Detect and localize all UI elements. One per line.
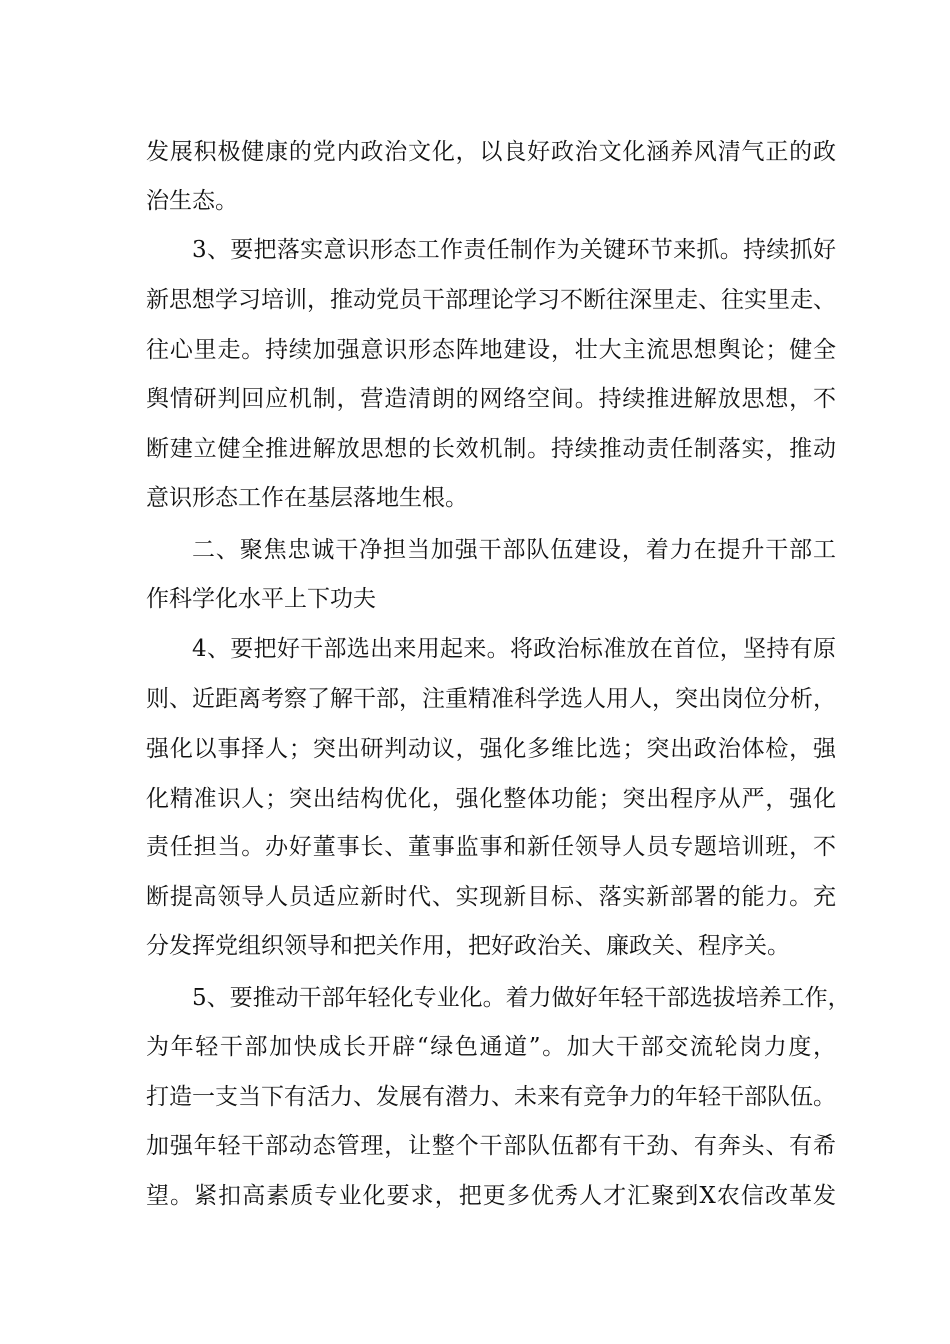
paragraph-line: 强化以事择人；突出研判动议，强化多维比选；突出政治体检，强 — [146, 736, 836, 762]
paragraph-line: 断建立健全推进解放思想的长效机制。持续推动责任制落实，推动 — [146, 436, 836, 462]
paragraph-line: 望。紧扣高素质专业化要求，把更多优秀人才汇聚到X农信改革发 — [146, 1183, 836, 1209]
paragraph-line: 分发挥党组织领导和把关作用，把好政治关、廉政关、程序关。 — [146, 933, 790, 959]
section-heading-line: 作科学化水平上下功夫 — [146, 586, 376, 612]
paragraph-line: 新思想学习培训，推动党员干部理论学习不断往深里走、往实里走、 — [146, 287, 836, 313]
paragraph-line: 5、要推动干部年轻化专业化。着力做好年轻干部选拔培养工作， — [192, 985, 851, 1011]
paragraph-line: 3、要把落实意识形态工作责任制作为关键环节来抓。持续抓好 — [192, 237, 836, 263]
section-heading-line: 二、聚焦忠诚干净担当加强干部队伍建设，着力在提升干部工 — [192, 537, 836, 563]
paragraph-line: 发展积极健康的党内政治文化，以良好政治文化涵养风清气正的政 — [146, 139, 836, 165]
paragraph-line: 断提高领导人员适应新时代、实现新目标、落实新部署的能力。充 — [146, 884, 836, 910]
paragraph-line: 意识形态工作在基层落地生根。 — [146, 485, 468, 511]
paragraph-line: 化精准识人；突出结构优化，强化整体功能；突出程序从严，强化 — [146, 786, 836, 812]
paragraph-line: 为年轻干部加快成长开辟“绿色通道”。加大干部交流轮岗力度， — [146, 1034, 836, 1060]
paragraph-line: 4、要把好干部选出来用起来。将政治标准放在首位，坚持有原 — [192, 636, 836, 662]
paragraph-line: 责任担当。办好董事长、董事监事和新任领导人员专题培训班，不 — [146, 834, 836, 860]
paragraph-line: 加强年轻干部动态管理，让整个干部队伍都有干劲、有奔头、有希 — [146, 1133, 836, 1159]
paragraph-line: 打造一支当下有活力、发展有潜力、未来有竞争力的年轻干部队伍。 — [146, 1084, 836, 1110]
paragraph-line: 舆情研判回应机制，营造清朗的网络空间。持续推进解放思想，不 — [146, 386, 836, 412]
paragraph-line: 往心里走。持续加强意识形态阵地建设，壮大主流思想舆论；健全 — [146, 337, 836, 363]
paragraph-line: 则、近距离考察了解干部，注重精准科学选人用人，突出岗位分析， — [146, 686, 836, 712]
paragraph-line: 治生态。 — [146, 188, 238, 214]
